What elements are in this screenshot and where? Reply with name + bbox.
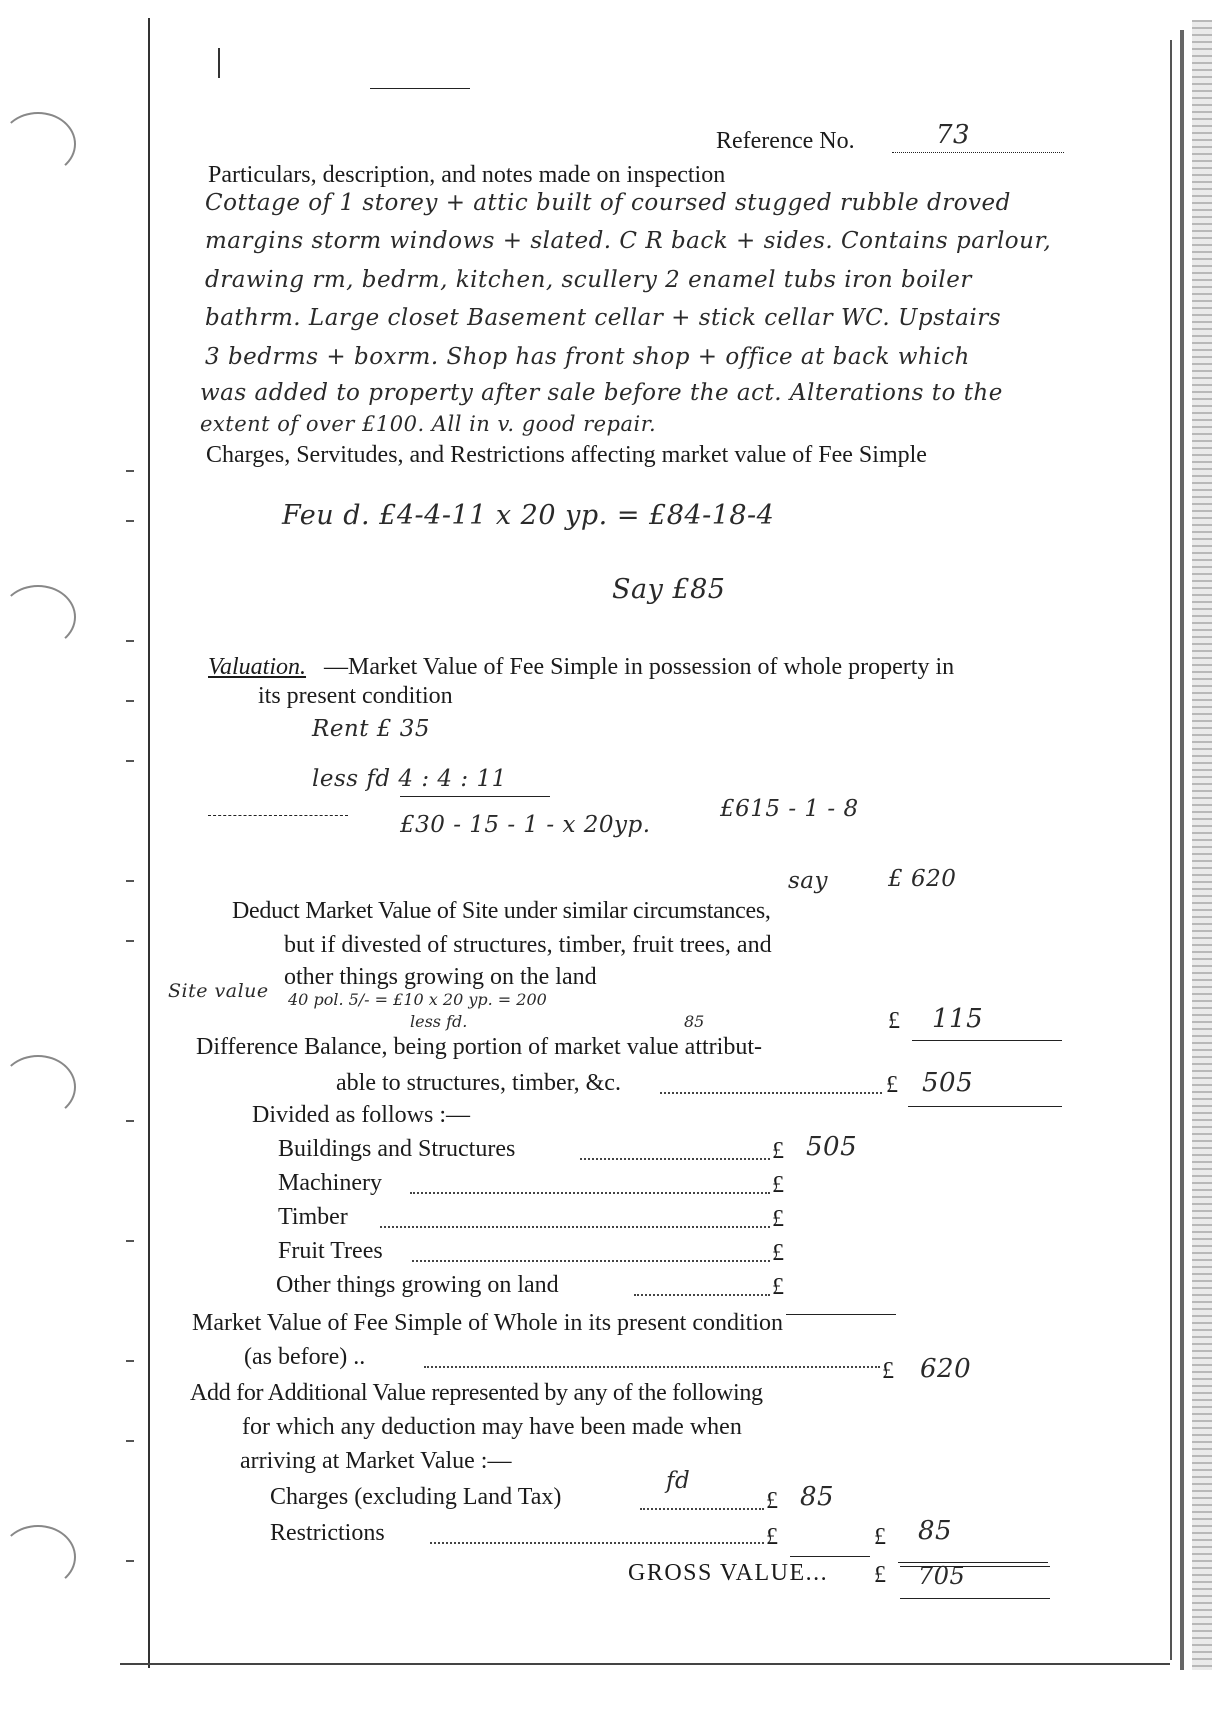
restrictions-label: Restrictions [270, 1520, 385, 1546]
reference-underline [892, 152, 1064, 153]
restrictions-total: 85 [918, 1516, 953, 1546]
charges-item-leader [640, 1508, 764, 1510]
divided-item-label: Timber [278, 1204, 348, 1230]
gross-top-rule [900, 1566, 1050, 1567]
site-less-value: 85 [684, 1012, 705, 1031]
divided-item-pound: £ [772, 1274, 784, 1300]
margin-tick [126, 700, 134, 702]
valuation-heading: —Market Value of Fee Simple in possession of whole property in [324, 654, 955, 680]
particulars-line: extent of over £100. All in v. good repair. [200, 412, 657, 436]
page-left-edge [148, 18, 150, 1668]
margin-tick [126, 1560, 134, 1562]
margin-tick [126, 470, 134, 472]
rent-line: Rent £ 35 [312, 716, 431, 742]
market-pound: £ [882, 1358, 894, 1384]
site-less: less fd. [410, 1012, 468, 1031]
divided-item-pound: £ [772, 1240, 784, 1266]
divided-leader [580, 1158, 770, 1160]
divided-leader [380, 1226, 770, 1228]
charges-heading: Charges, Servitudes, and Restrictions affecting market value of Fee Simple [206, 442, 927, 468]
charges-item-note: fd [666, 1468, 691, 1494]
divided-heading: Divided as follows :— [252, 1102, 470, 1128]
punch-hole [0, 1525, 76, 1589]
difference-pound: £ [886, 1072, 898, 1098]
gross-value: 705 [918, 1562, 966, 1590]
restrictions-pound: £ [766, 1524, 778, 1550]
header-rule [370, 88, 470, 89]
divided-item-pound: £ [772, 1206, 784, 1232]
divided-item-label: Machinery [278, 1170, 382, 1196]
particulars-line: bathrm. Large closet Basement cellar + stick cellar WC. Upstairs [205, 305, 1002, 331]
punch-hole [0, 1055, 76, 1119]
particulars-heading: Particulars, description, and notes made on inspection [208, 162, 726, 188]
site-underline [912, 1040, 1062, 1041]
divided-item-pound: £ [772, 1172, 784, 1198]
difference-underline [908, 1106, 1062, 1107]
charges-calculation: Feu d. £4-4-11 x 20 yp. = £84-18-4 [282, 500, 775, 531]
deduct-line: Deduct Market Value of Site under similar circumstances, [232, 898, 771, 924]
say-value: £ 620 [888, 866, 957, 892]
particulars-line: was added to property after sale before the act. Alterations to the [200, 380, 1003, 406]
calc-line: £30 - 15 - 1 - x 20yp. [400, 812, 651, 838]
market-line: Market Value of Fee Simple of Whole in its present condition [192, 1310, 783, 1336]
particulars-line: margins storm windows + slated. C R back + sides. Contains parlour, [205, 228, 1052, 254]
margin-tick [126, 760, 134, 762]
margin-tick [126, 940, 134, 942]
punch-hole [0, 112, 76, 176]
market-line: (as before) .. [244, 1344, 366, 1370]
divided-item-label: Other things growing on land [276, 1272, 559, 1298]
add-line: arriving at Market Value :— [240, 1448, 512, 1474]
page-right-edge [1170, 40, 1172, 1660]
gross-label: GROSS VALUE... [628, 1560, 829, 1586]
less-line: less fd 4 : 4 : 11 [312, 766, 507, 792]
charges-item-label: Charges (excluding Land Tax) [270, 1484, 562, 1510]
margin-tick [126, 640, 134, 642]
charges-item-value: 85 [800, 1482, 835, 1512]
valuation-heading-cont: its present condition [258, 683, 453, 709]
particulars-line: Cottage of 1 storey + attic built of coursed stugged rubble droved [205, 190, 1011, 216]
site-amount: 115 [932, 1004, 984, 1034]
margin-mark [218, 48, 222, 78]
divided-item-pound: £ [772, 1138, 784, 1164]
calc-result: £615 - 1 - 8 [720, 796, 859, 822]
page-stack-shadow [1192, 20, 1212, 1670]
add-line: Add for Additional Value represented by any of the following [190, 1380, 763, 1406]
punch-hole [0, 585, 76, 649]
restrictions-underline [790, 1556, 870, 1557]
particulars-line: 3 bedrms + boxrm. Shop has front shop + office at back which [205, 344, 970, 370]
say-label: say [788, 868, 829, 894]
difference-line: able to structures, timber, &c. [336, 1070, 621, 1096]
page-bottom-edge [120, 1663, 1170, 1665]
margin-rule [208, 815, 348, 816]
margin-tick [126, 1440, 134, 1442]
difference-leader [660, 1092, 882, 1094]
divided-item-value: 505 [806, 1132, 858, 1162]
margin-tick [126, 880, 134, 882]
deduct-line: but if divested of structures, timber, fruit trees, and [284, 932, 772, 958]
restrictions-total-pound: £ [874, 1524, 886, 1550]
charges-say: Say £85 [612, 574, 726, 605]
divided-leader [634, 1294, 770, 1296]
margin-tick [126, 520, 134, 522]
divided-leader [410, 1192, 770, 1194]
site-value-note: Site value [168, 980, 269, 1002]
divided-item-label: Buildings and Structures [278, 1136, 516, 1162]
gross-pound: £ [874, 1562, 886, 1588]
margin-tick [126, 1240, 134, 1242]
difference-amount: 505 [922, 1068, 974, 1098]
market-leader [424, 1366, 880, 1368]
site-pound: £ [888, 1008, 900, 1034]
reference-label: Reference No. [716, 128, 855, 154]
market-top-rule [786, 1314, 896, 1315]
market-amount: 620 [920, 1354, 972, 1384]
divided-leader [412, 1260, 770, 1262]
divided-item-label: Fruit Trees [278, 1238, 383, 1264]
restrictions-leader [430, 1542, 764, 1544]
gross-underline [900, 1598, 1050, 1599]
add-line: for which any deduction may have been made when [242, 1414, 742, 1440]
particulars-line: drawing rm, bedrm, kitchen, scullery 2 enamel tubs iron boiler [205, 267, 972, 293]
margin-tick [126, 1360, 134, 1362]
subtraction-rule [400, 796, 550, 797]
margin-tick [126, 1120, 134, 1122]
difference-line: Difference Balance, being portion of market value attribut- [196, 1034, 762, 1060]
deduct-line: other things growing on the land [284, 964, 597, 990]
site-calc: 40 pol. 5/- = £10 x 20 yp. = 200 [288, 990, 547, 1009]
charges-item-pound: £ [766, 1488, 778, 1514]
valuation-label: Valuation. [208, 654, 307, 680]
page-right-edge-binding [1180, 30, 1184, 1670]
reference-value: 73 [936, 120, 971, 150]
